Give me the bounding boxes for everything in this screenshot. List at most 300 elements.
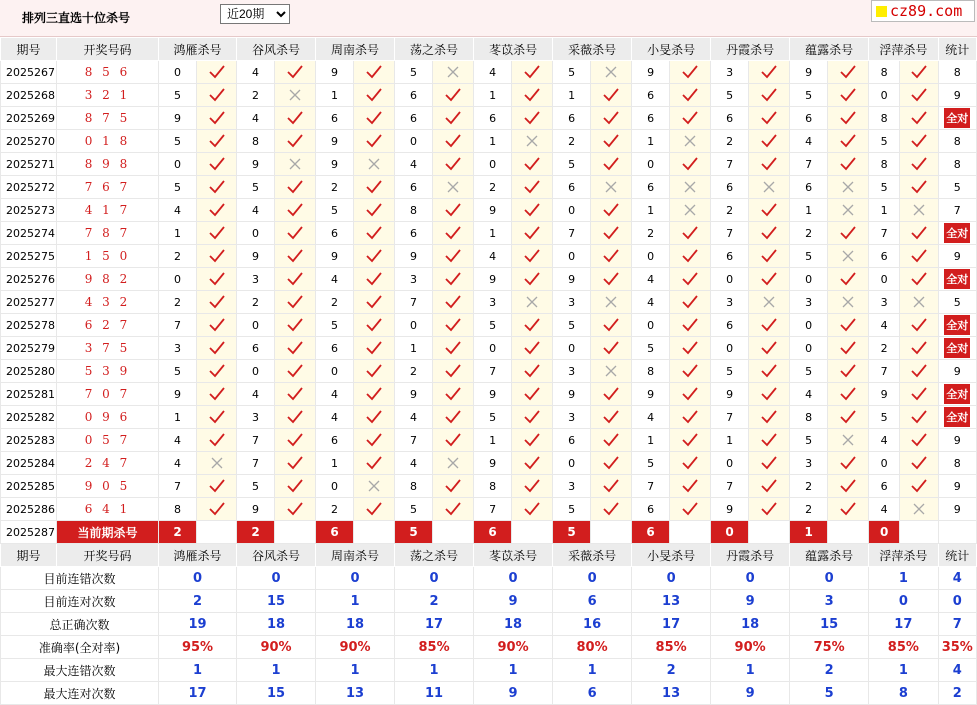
kill-number-cell: 9 (474, 452, 512, 475)
period-select[interactable] (220, 4, 290, 24)
kill-number-cell: 7 (474, 360, 512, 383)
result-mark-cell (433, 406, 474, 429)
result-mark-cell (900, 383, 938, 406)
kill-number-cell: 0 (395, 130, 433, 153)
check-icon (287, 433, 303, 447)
all-correct-badge: 全对 (944, 338, 970, 358)
check-icon (761, 410, 777, 424)
kill-number-cell: 3 (237, 268, 275, 291)
result-mark-cell (512, 199, 553, 222)
check-icon (840, 65, 856, 79)
kill-number-cell: 9 (159, 383, 197, 406)
result-mark-cell (197, 291, 237, 314)
result-mark-cell (749, 406, 790, 429)
kill-number-cell: 4 (474, 245, 512, 268)
kill-number-cell: 6 (869, 245, 900, 268)
result-mark-cell (749, 429, 790, 452)
result-mark-cell (591, 268, 632, 291)
stat-value: 0 (474, 567, 553, 590)
kill-number-cell: 9 (711, 498, 749, 521)
check-icon (366, 226, 382, 240)
result-mark-cell (828, 268, 869, 291)
check-icon (209, 341, 225, 355)
check-icon (682, 479, 698, 493)
kill-number-cell: 5 (474, 314, 512, 337)
stat-value: 90% (316, 636, 395, 659)
result-mark-cell (275, 314, 316, 337)
all-correct-badge: 全对 (944, 108, 970, 128)
kill-number-cell: 0 (711, 452, 749, 475)
result-mark-cell (749, 291, 790, 314)
issue-cell: 2025280 (1, 360, 57, 383)
check-icon (445, 295, 461, 309)
row-count-cell: 8 (938, 153, 976, 176)
kill-number-cell: 9 (316, 130, 354, 153)
check-icon (682, 433, 698, 447)
check-icon (366, 456, 382, 470)
kill-number-cell: 1 (869, 199, 900, 222)
check-icon (287, 387, 303, 401)
all-correct-badge: 全对 (944, 315, 970, 335)
draw-number-cell: 8 5 6 (57, 61, 159, 84)
result-mark-cell (670, 452, 711, 475)
col-expert: 浮萍杀号 (869, 544, 938, 567)
check-icon (209, 226, 225, 240)
issue-cell: 2025278 (1, 314, 57, 337)
result-mark-cell (197, 314, 237, 337)
kill-number-cell: 7 (159, 475, 197, 498)
stat-value: 90% (711, 636, 790, 659)
kill-number-cell: 8 (869, 107, 900, 130)
result-mark-cell (512, 291, 553, 314)
result-mark-cell (354, 498, 395, 521)
kill-number-cell: 7 (711, 222, 749, 245)
cross-icon (603, 295, 619, 309)
footer-header (1, 544, 977, 567)
result-mark-cell (275, 84, 316, 107)
result-mark-cell (354, 337, 395, 360)
kill-number-cell: 7 (711, 475, 749, 498)
check-icon (524, 272, 540, 286)
kill-number-cell: 4 (159, 199, 197, 222)
check-icon (840, 272, 856, 286)
check-icon (911, 479, 927, 493)
result-mark-cell (512, 452, 553, 475)
result-mark-cell (670, 406, 711, 429)
kill-number-cell: 8 (869, 153, 900, 176)
kill-number-cell: 5 (869, 176, 900, 199)
result-mark-cell (197, 452, 237, 475)
current-issue: 2025287 (1, 521, 57, 544)
check-icon (840, 111, 856, 125)
current-blank (433, 521, 474, 544)
cross-icon (445, 180, 461, 194)
check-icon (524, 249, 540, 263)
check-icon (445, 249, 461, 263)
result-mark-cell (828, 199, 869, 222)
draw-number-cell: 0 5 7 (57, 429, 159, 452)
check-icon (445, 88, 461, 102)
draw-number-cell: 7 0 7 (57, 383, 159, 406)
kill-number-cell: 0 (869, 268, 900, 291)
stat-value: 0 (869, 590, 938, 613)
check-icon (209, 272, 225, 286)
kill-number-cell: 9 (474, 383, 512, 406)
kill-number-cell: 9 (553, 268, 591, 291)
table-row (1, 268, 977, 291)
result-mark-cell (828, 222, 869, 245)
kill-number-cell: 3 (237, 406, 275, 429)
current-kill: 0 (711, 521, 749, 544)
result-mark-cell (197, 176, 237, 199)
col-issue: 期号 (1, 38, 57, 61)
kill-number-cell: 2 (395, 360, 433, 383)
check-icon (287, 249, 303, 263)
check-icon (603, 479, 619, 493)
col-issue: 期号 (1, 544, 57, 567)
result-mark-cell (197, 498, 237, 521)
result-mark-cell (900, 176, 938, 199)
col-expert: 小旻杀号 (632, 38, 711, 61)
check-icon (603, 88, 619, 102)
kill-number-cell: 2 (632, 222, 670, 245)
table-row (1, 61, 977, 84)
col-expert: 丹霞杀号 (711, 38, 790, 61)
row-count-cell: 9 (938, 360, 976, 383)
check-icon (682, 157, 698, 171)
current-row (1, 521, 977, 544)
stat-value: 85% (632, 636, 711, 659)
result-mark-cell (354, 291, 395, 314)
kill-number-cell: 5 (237, 475, 275, 498)
check-icon (761, 341, 777, 355)
check-icon (682, 272, 698, 286)
result-mark-cell (433, 360, 474, 383)
check-icon (445, 341, 461, 355)
kill-number-cell: 0 (159, 61, 197, 84)
draw-number-cell: 5 3 9 (57, 360, 159, 383)
stat-label: 目前连错次数 (1, 567, 159, 590)
stat-value: 0 (553, 567, 632, 590)
check-icon (524, 180, 540, 194)
site-logo[interactable] (871, 0, 975, 22)
issue-cell: 2025277 (1, 291, 57, 314)
result-mark-cell (828, 498, 869, 521)
result-mark-cell (197, 360, 237, 383)
stat-total: 2 (938, 682, 976, 705)
result-mark-cell (354, 360, 395, 383)
check-icon (524, 203, 540, 217)
kill-number-cell: 4 (395, 153, 433, 176)
row-count-cell (938, 337, 976, 360)
row-count-cell: 8 (938, 130, 976, 153)
kill-number-cell: 3 (711, 291, 749, 314)
kill-number-cell: 6 (316, 107, 354, 130)
stat-total: 7 (938, 613, 976, 636)
check-icon (445, 157, 461, 171)
kill-number-cell: 1 (474, 130, 512, 153)
stat-value: 17 (869, 613, 938, 636)
kill-number-cell: 2 (316, 176, 354, 199)
check-icon (603, 249, 619, 263)
row-count-cell: 9 (938, 498, 976, 521)
check-icon (682, 502, 698, 516)
result-mark-cell (591, 429, 632, 452)
result-mark-cell (275, 498, 316, 521)
all-correct-badge: 全对 (944, 269, 970, 289)
result-mark-cell (354, 130, 395, 153)
stat-value: 18 (711, 613, 790, 636)
result-mark-cell (512, 153, 553, 176)
result-mark-cell (591, 130, 632, 153)
result-mark-cell (275, 360, 316, 383)
kill-number-cell: 0 (790, 337, 828, 360)
result-mark-cell (591, 61, 632, 84)
check-icon (209, 249, 225, 263)
stat-label: 目前连对次数 (1, 590, 159, 613)
stat-value: 15 (237, 590, 316, 613)
result-mark-cell (670, 199, 711, 222)
stat-value: 17 (395, 613, 474, 636)
issue-cell: 2025268 (1, 84, 57, 107)
kill-number-cell: 3 (553, 291, 591, 314)
result-mark-cell (749, 107, 790, 130)
row-count-cell: 8 (938, 61, 976, 84)
issue-cell: 2025275 (1, 245, 57, 268)
check-icon (911, 341, 927, 355)
kill-number-cell: 6 (395, 84, 433, 107)
result-mark-cell (900, 268, 938, 291)
check-icon (603, 157, 619, 171)
check-icon (366, 410, 382, 424)
result-mark-cell (433, 268, 474, 291)
kill-number-cell: 6 (316, 337, 354, 360)
result-mark-cell (197, 475, 237, 498)
check-icon (682, 341, 698, 355)
stat-value: 11 (395, 682, 474, 705)
kill-number-cell: 6 (474, 107, 512, 130)
table-row (1, 475, 977, 498)
kill-number-cell: 4 (632, 268, 670, 291)
kill-number-cell: 5 (553, 314, 591, 337)
stat-value: 9 (474, 590, 553, 613)
draw-number-cell: 6 2 7 (57, 314, 159, 337)
cross-icon (524, 295, 540, 309)
kill-number-cell: 8 (474, 475, 512, 498)
check-icon (682, 387, 698, 401)
kill-number-cell: 4 (474, 61, 512, 84)
result-mark-cell (512, 268, 553, 291)
all-correct-badge: 全对 (944, 223, 970, 243)
current-blank (591, 521, 632, 544)
cross-icon (445, 456, 461, 470)
check-icon (682, 65, 698, 79)
check-icon (761, 502, 777, 516)
result-mark-cell (670, 291, 711, 314)
result-mark-cell (512, 176, 553, 199)
stat-value: 85% (869, 636, 938, 659)
kill-number-cell: 0 (632, 314, 670, 337)
kill-number-cell: 0 (316, 475, 354, 498)
result-mark-cell (512, 383, 553, 406)
stat-value: 90% (237, 636, 316, 659)
result-mark-cell (433, 383, 474, 406)
kill-number-cell: 6 (553, 429, 591, 452)
col-stat: 统计 (938, 544, 976, 567)
kill-number-cell: 7 (395, 291, 433, 314)
result-mark-cell (749, 176, 790, 199)
check-icon (366, 295, 382, 309)
draw-number-cell: 7 8 7 (57, 222, 159, 245)
check-icon (761, 65, 777, 79)
issue-cell: 2025286 (1, 498, 57, 521)
result-mark-cell (749, 61, 790, 84)
kill-number-cell: 1 (316, 84, 354, 107)
kill-number-cell: 0 (237, 222, 275, 245)
result-mark-cell (591, 314, 632, 337)
table-row (1, 383, 977, 406)
kill-number-cell: 6 (237, 337, 275, 360)
draw-number-cell: 7 6 7 (57, 176, 159, 199)
kill-number-cell: 3 (553, 406, 591, 429)
check-icon (366, 65, 382, 79)
current-kill: 6 (316, 521, 354, 544)
current-kill: 1 (790, 521, 828, 544)
check-icon (287, 341, 303, 355)
result-mark-cell (749, 268, 790, 291)
check-icon (524, 479, 540, 493)
stat-row (1, 567, 977, 590)
kill-number-cell: 4 (316, 268, 354, 291)
check-icon (366, 203, 382, 217)
result-mark-cell (670, 61, 711, 84)
kill-number-cell: 2 (474, 176, 512, 199)
cross-icon (911, 502, 927, 516)
check-icon (840, 502, 856, 516)
cross-icon (911, 295, 927, 309)
check-icon (366, 387, 382, 401)
kill-number-cell: 6 (632, 498, 670, 521)
kill-number-cell: 4 (237, 107, 275, 130)
result-mark-cell (749, 245, 790, 268)
kill-number-cell: 0 (790, 268, 828, 291)
stat-value: 9 (711, 590, 790, 613)
result-mark-cell (512, 314, 553, 337)
result-mark-cell (900, 199, 938, 222)
kill-number-cell: 9 (790, 61, 828, 84)
result-mark-cell (512, 475, 553, 498)
stat-value: 13 (632, 682, 711, 705)
check-icon (287, 65, 303, 79)
check-icon (761, 203, 777, 217)
result-mark-cell (433, 452, 474, 475)
kill-number-cell: 9 (316, 245, 354, 268)
result-mark-cell (749, 153, 790, 176)
check-icon (603, 433, 619, 447)
row-count-cell: 5 (938, 176, 976, 199)
kill-number-cell: 1 (632, 199, 670, 222)
result-mark-cell (670, 314, 711, 337)
draw-number-cell: 9 0 5 (57, 475, 159, 498)
check-icon (287, 479, 303, 493)
kill-number-cell: 6 (632, 176, 670, 199)
result-mark-cell (275, 337, 316, 360)
result-mark-cell (900, 475, 938, 498)
stat-value: 0 (237, 567, 316, 590)
check-icon (761, 157, 777, 171)
kill-number-cell: 4 (869, 314, 900, 337)
stats-rows (1, 567, 977, 705)
cross-icon (682, 203, 698, 217)
check-icon (287, 410, 303, 424)
stat-value: 9 (711, 682, 790, 705)
check-icon (911, 318, 927, 332)
kill-number-cell: 3 (395, 268, 433, 291)
result-mark-cell (828, 383, 869, 406)
result-mark-cell (591, 337, 632, 360)
result-mark-cell (828, 84, 869, 107)
result-mark-cell (670, 153, 711, 176)
result-mark-cell (900, 222, 938, 245)
stat-value: 3 (790, 590, 869, 613)
stat-value: 1 (474, 659, 553, 682)
row-count-cell (938, 383, 976, 406)
stat-row (1, 636, 977, 659)
kill-number-cell: 9 (316, 61, 354, 84)
stat-value: 15 (790, 613, 869, 636)
kill-number-cell: 1 (632, 429, 670, 452)
check-icon (603, 272, 619, 286)
stat-value: 0 (632, 567, 711, 590)
result-mark-cell (512, 107, 553, 130)
check-icon (209, 134, 225, 148)
check-icon (840, 410, 856, 424)
draw-number-cell: 4 1 7 (57, 199, 159, 222)
check-icon (911, 272, 927, 286)
stat-value: 80% (553, 636, 632, 659)
current-kill: 5 (395, 521, 433, 544)
stat-value: 15 (237, 682, 316, 705)
check-icon (209, 364, 225, 378)
stat-value: 0 (711, 567, 790, 590)
result-mark-cell (749, 337, 790, 360)
check-icon (761, 479, 777, 493)
check-icon (524, 456, 540, 470)
result-mark-cell (512, 222, 553, 245)
result-mark-cell (670, 429, 711, 452)
check-icon (445, 272, 461, 286)
check-icon (840, 157, 856, 171)
result-mark-cell (275, 406, 316, 429)
current-blank (275, 521, 316, 544)
draw-number-cell: 0 9 6 (57, 406, 159, 429)
col-expert: 丹霞杀号 (711, 544, 790, 567)
kill-number-cell: 5 (790, 84, 828, 107)
row-count-cell: 9 (938, 245, 976, 268)
stat-value: 19 (159, 613, 237, 636)
kill-number-cell: 1 (159, 406, 197, 429)
kill-number-cell: 9 (711, 383, 749, 406)
kill-number-cell: 6 (553, 176, 591, 199)
check-icon (209, 479, 225, 493)
result-mark-cell (275, 107, 316, 130)
stat-value: 1 (237, 659, 316, 682)
check-icon (840, 341, 856, 355)
cross-icon (287, 88, 303, 102)
result-mark-cell (354, 61, 395, 84)
result-mark-cell (749, 130, 790, 153)
stat-label: 总正确次数 (1, 613, 159, 636)
